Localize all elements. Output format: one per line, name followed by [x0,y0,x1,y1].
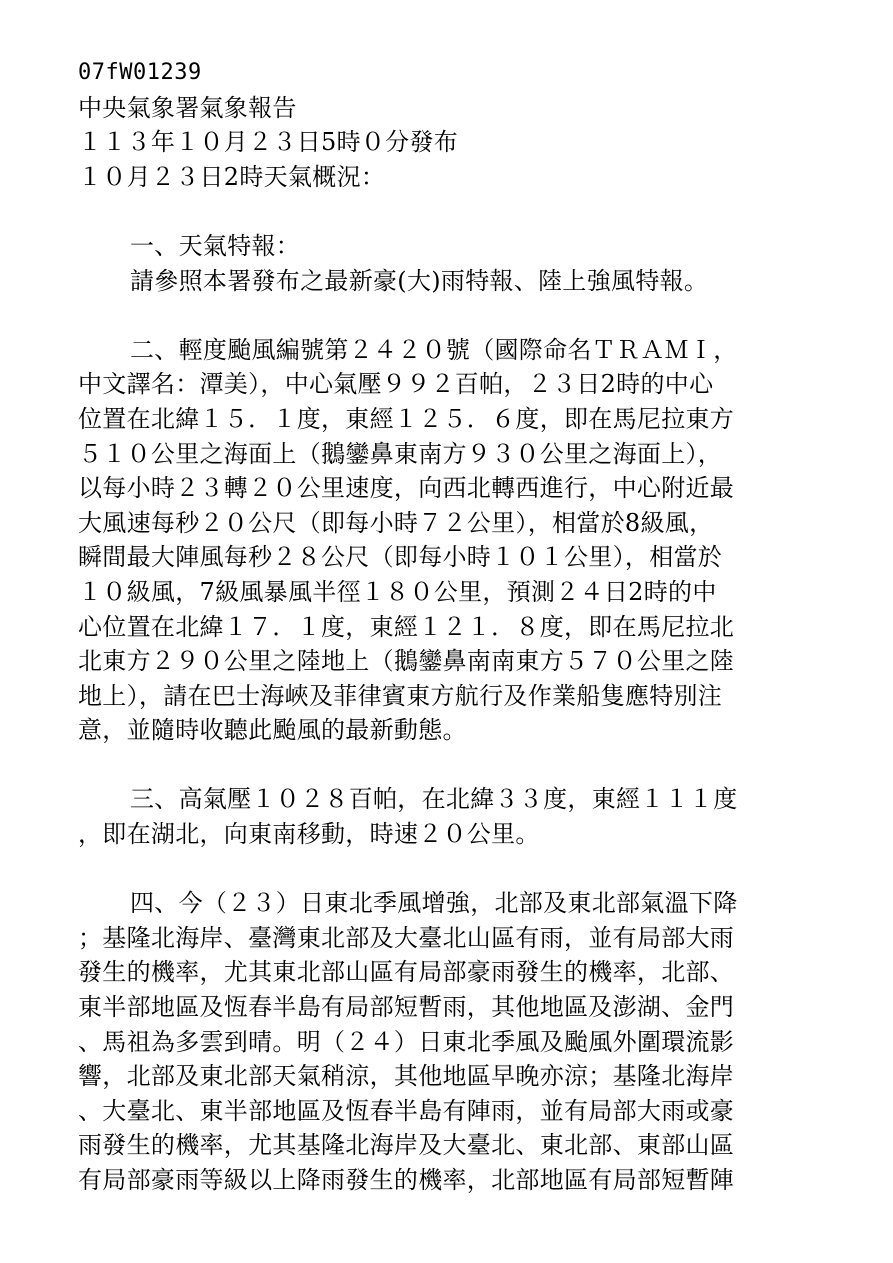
section-line: ；基隆北海岸、臺灣東北部及大臺北山區有雨，並有局部大雨 [78,923,735,952]
section-line: 東半部地區及恆春半島有局部短暫雨，其他地區及澎湖、金門 [78,993,735,1022]
section-line: 、馬祖為多雲到晴。明（２４）日東北季風及颱風外圍環流影 [78,1027,735,1056]
section-line: 意，並隨時收聽此颱風的最新動態。 [78,716,467,745]
section-line: 位置在北緯１５．１度，東經１２５．６度，即在馬尼拉東方 [78,404,735,433]
section-weather-warning [78,229,818,298]
section-line: 請參照本署發布之最新豪(大)雨特報、陸上強風特報。 [130,266,709,295]
section-line: ，即在湖北，向東南移動，時速２０公里。 [78,820,540,849]
section-forecast [78,886,818,1197]
section-line: 地上），請在巴士海峽及菲律賓東方航行及作業船隻應特別注 [78,681,723,710]
section-high-pressure [78,782,818,851]
weather-report-document [78,56,818,1198]
section-line: 中文譯名：潭美），中心氣壓９９２百帕，２３日2時的中心 [78,370,714,399]
section-line: 響，北部及東北部天氣稍涼，其他地區早晚亦涼；基隆北海岸 [78,1062,735,1091]
section-line: 北東方２９０公里之陸地上（鵝鑾鼻南南東方５７０公里之陸 [78,647,735,676]
section-line: 雨發生的機率，尤其基隆北海岸及大臺北、東北部、東部山區 [78,1131,735,1160]
section-line: ５１０公里之海面上（鵝鑾鼻東南方９３０公里之海面上）， [78,439,723,468]
section-line: 瞬間最大陣風每秒２８公尺（即每小時１０１公里），相當於 [78,543,723,572]
section-heading: 四、今（２３）日東北季風增強，北部及東北部氣溫下降 [130,889,738,918]
issue-time: １１３年１０月２３日5時０分發布 [78,128,459,157]
section-line: 、大臺北、東半部地區及恆春半島有陣雨，並有局部大雨或豪 [78,1096,735,1125]
section-line: １０級風，7級風暴風半徑１８０公里，預測２４日2時的中 [78,577,717,606]
report-title: 中央氣象署氣象報告 [78,93,297,122]
section-heading: 二、輕度颱風編號第２４２０號（國際命名ＴＲＡＭＩ， [130,335,738,364]
section-typhoon [78,333,818,748]
section-line: 發生的機率，尤其東北部山區有局部豪雨發生的機率，北部、 [78,958,735,987]
document-id: 07fW01239 [78,60,202,85]
section-line: 有局部豪雨等級以上降雨發生的機率，北部地區有局部短暫陣 [78,1166,735,1194]
section-heading: 一、天氣特報： [130,231,301,260]
overview-heading: １０月２３日2時天氣概況： [78,162,386,191]
section-heading: 三、高氣壓１０２８百帕，在北緯３３度，東經１１１度 [130,785,738,814]
section-line: 心位置在北緯１７．１度，東經１２１．８度，即在馬尼拉北 [78,612,735,641]
section-line: 以每小時２３轉２０公里速度，向西北轉西進行，中心附近最 [78,474,735,503]
section-line: 大風速每秒２０公尺（即每小時７２公里），相當於8級風， [78,508,714,537]
spacer [78,194,818,229]
